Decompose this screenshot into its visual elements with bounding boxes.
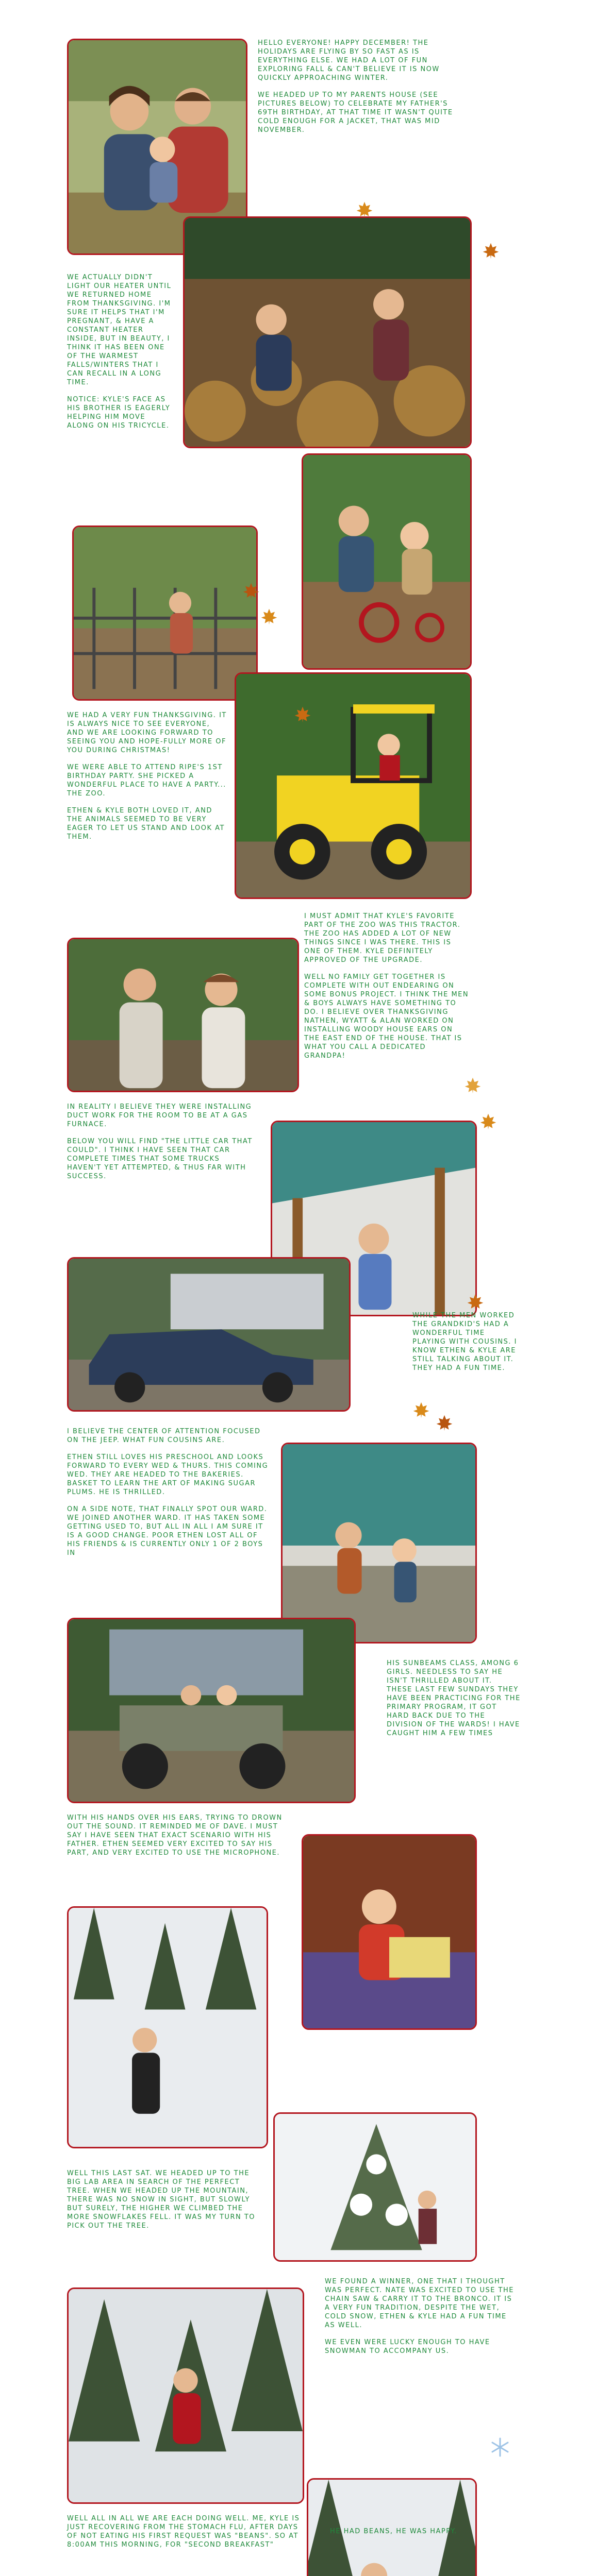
- paragraph-thanksgiving: WE HAD A VERY FUN THANKSGIVING. IT IS ALWAYS NICE TO SEE EVERYONE, AND WE ARE LOOKING FORWARD TO SEEING YOU AND HOPE-FULLY MORE OF YOU DURING CHRISTMAS!: [67, 711, 227, 754]
- photo-leaves: [183, 216, 472, 448]
- snowflake-icon: [490, 2437, 510, 2458]
- photo-boys-house: [281, 1443, 477, 1643]
- paragraph-greeting: HELLO EVERYONE! HAPPY DECEMBER! THE HOLIDAYS ARE FLYING BY SO FAST AS IS EVERYTHING ELSE. WE HAD A LOT OF FUN EXPLORING FALL & CAN'T BELIEVE IT IS NOW QUICKLY APPROACHING WINTER.: [258, 39, 440, 82]
- paragraph-flu: WELL ALL IN ALL WE ARE EACH DOING WELL. ME, KYLE IS JUST RECOVERING FROM THE STOMACH FLU, AFTER DAYS OF NOT EATING HIS FIRST REQUEST WAS "BEANS". SO AT 8:00AM THIS MORNING, FOR "SECOND BREAKFAST": [67, 2515, 300, 2549]
- paragraph-cousins: WHILE THE MEN WORKED THE GRANDKID'S HAD A WONDERFUL TIME PLAYING WITH COUSINS. I KNOW ETHEN & KYLE ARE STILL TALKING ABOUT IT. THEY HAD A FUN TIME.: [412, 1312, 517, 1372]
- photo-tricycle: [302, 453, 472, 670]
- paragraph-microphone: WITH HIS HANDS OVER HIS EARS, TRYING TO DROWN OUT THE SOUND. IT REMINDED ME OF DAVE. I MUST SAY I HAVE SEEN THAT EXACT SCENARIO WITH HIS FATHER. ETHEN SEEMED VERY EXCITED TO SAY HIS PART, AND VERY EXCITED TO USE THE MICROPHONE.: [67, 1814, 283, 1857]
- maple-leaf-icon: [412, 1401, 430, 1419]
- text-thanksgiving: [67, 711, 227, 850]
- photo-zoo-fence: [72, 526, 258, 701]
- text-cousins: [412, 1311, 521, 1381]
- text-ductwork: [67, 1103, 253, 1189]
- paragraph-zoo-animals: ETHEN & KYLE BOTH LOVED IT, AND THE ANIMALS SEEMED TO BE VERY EAGER TO LET US STAND AND LOOK AT THEM.: [67, 807, 225, 841]
- maple-leaf-icon: [294, 706, 311, 723]
- maple-leaf-icon: [356, 201, 373, 218]
- paragraph-beans: HE HAD BEANS, HE WAS HAPPY.: [330, 2528, 457, 2535]
- text-tractor: [304, 912, 469, 1069]
- text-microphone: [67, 1814, 294, 1866]
- paragraph-ward: ON A SIDE NOTE, THAT FINALLY SPOT OUR WARD. WE JOINED ANOTHER WARD. IT HAS TAKEN SOME GETTING USED TO, BUT ALL IN ALL I AM SURE IT IS A GOOD CHANGE. POOR ETHEN LOST ALL OF HIS FRIENDS & IS CURRENTLY ONLY 1 OF 2 BOYS IN: [67, 1505, 268, 1557]
- maple-leaf-icon: [260, 608, 278, 625]
- photo-tractor: [235, 672, 472, 899]
- paragraph-heater: WE ACTUALLY DIDN'T LIGHT OUR HEATER UNTIL WE RETURNED HOME FROM THANKSGIVING. I'M SURE IT HELPS THAT I'M PREGNANT, & HAVE A CONSTANT HEATER INSIDE, BUT IN BEAUTY, I THINK IT HAS BEEN ONE OF THE WARMEST FALLS/WINTERS THAT I CAN RECALL IN A LONG TIME.: [67, 274, 172, 386]
- text-flu: [67, 2514, 304, 2557]
- text-heater: [67, 273, 175, 438]
- photo-car: [67, 1257, 351, 1412]
- paragraph-zoo-party: WE WERE ABLE TO ATTEND RIPE'S 1ST BIRTHDAY PARTY. SHE PICKED A WONDERFUL PLACE TO HAVE A PARTY... THE ZOO.: [67, 764, 226, 798]
- maple-leaf-icon: [242, 582, 260, 600]
- paragraph-little-car: BELOW YOU WILL FIND "THE LITTLE CAR THAT COULD". I THINK I HAVE SEEN THAT CAR COMPLETE TIMES THAT SOME TRUCKS HAVEN'T YET ATTEMPTED, & THUS FAR WITH SUCCESS.: [67, 1138, 253, 1180]
- photo-snow-tree: [273, 2112, 477, 2262]
- maple-leaf-icon: [436, 1414, 453, 1432]
- photo-jeep: [67, 1618, 356, 1803]
- text-greeting: [258, 39, 464, 143]
- paragraph-snowman: WE EVEN WERE LUCKY ENOUGH TO HAVE SNOWMAN TO ACCOMPANY US.: [325, 2338, 490, 2355]
- paragraph-tractor: I MUST ADMIT THAT KYLE'S FAVORITE PART OF THE ZOO WAS THIS TRACTOR. THE ZOO HAS ADDED A LOT OF NEW THINGS SINCE I WAS THERE. THIS IS ONE OF THEM. KYLE DEFINITELY APPROVED OF THE UPGRADE.: [304, 912, 461, 964]
- paragraph-ductwork: IN REALITY I BELIEVE THEY WERE INSTALLING DUCT WORK FOR THE ROOM TO BE AT A GAS FURNACE.: [67, 1103, 252, 1128]
- maple-leaf-icon: [482, 242, 500, 260]
- photo-adults-talking: [67, 938, 299, 1092]
- paragraph-jeep: I BELIEVE THE CENTER OF ATTENTION FOCUSED ON THE JEEP. WHAT FUN COUSINS ARE.: [67, 1428, 261, 1444]
- paragraph-preschool: ETHEN STILL LOVES HIS PRESCHOOL AND LOOKS FORWARD TO EVERY WED & THURS. THIS COMING WED. THEY ARE HEADED TO THE BAKERIES. BASKET TO LEARN THE ART OF MAKING SUGAR PLUMS. HE IS THRILLED.: [67, 1453, 269, 1496]
- paragraph-tricycle-note: NOTICE: KYLE'S FACE AS HIS BROTHER IS EAGERLY HELPING HIM MOVE ALONG ON HIS TRICYCLE.: [67, 396, 171, 430]
- text-beans: [330, 2527, 485, 2544]
- paragraph-tree-hunt: WELL THIS LAST SAT. WE HEADED UP TO THE BIG LAB AREA IN SEARCH OF THE PERFECT TREE. WHEN WE HEADED UP THE MOUNTAIN, THERE WAS NO SNOW IN SIGHT, BUT SLOWLY BUT SURELY, THE HIGHER WE CLIMBED THE MORE SNOWFLAKES FELL. IT WAS MY TURN TO PICK OUT THE TREE.: [67, 2170, 256, 2230]
- photo-snow-walk: [67, 1906, 268, 2148]
- text-tree-winner: [325, 2277, 516, 2364]
- paragraph-projects: WELL NO FAMILY GET TOGETHER IS COMPLETE WITH OUT ENDEARING ON SOME BONUS PROJECT. I THINK THE MEN & BOYS ALWAYS HAVE SOMETHING TO DO. I BELIEVE OVER THANKSGIVING NATHEN, WYATT & ALAN WORKED ON INSTALLING WOODY HOUSE EARS ON THE EAST END OF THE HOUSE. THAT IS WHAT YOU CALL A DEDICATED GRANDPA!: [304, 973, 469, 1060]
- text-preschool: [67, 1427, 273, 1566]
- paragraph-birthday: WE HEADED UP TO MY PARENTS HOUSE (SEE PICTURES BELOW) TO CELEBRATE MY FATHER'S 69TH BIRTHDAY, AT THAT TIME IT WASN'T QUITE COLD ENOUGH FOR A JACKET, THAT WAS MID NOVEMBER.: [258, 91, 453, 134]
- paragraph-tree-winner: WE FOUND A WINNER, ONE THAT I THOUGHT WAS PERFECT. NATE WAS EXCITED TO USE THE CHAIN SAW & CARRY IT TO THE BRONCO. IT IS A VERY FUN TRADITION, DESPITE THE WET, COLD SNOW, ETHEN & KYLE HAD A FUN TIME AS WELL.: [325, 2278, 514, 2329]
- maple-leaf-icon: [464, 1077, 482, 1094]
- text-tree-hunt: [67, 2169, 263, 2239]
- photo-tree-cutting: [67, 2287, 304, 2504]
- photo-boy-book: [302, 1834, 477, 2030]
- maple-leaf-icon: [467, 1293, 484, 1311]
- maple-leaf-icon: [479, 1113, 497, 1130]
- text-sunbeams: [387, 1659, 521, 1746]
- paragraph-sunbeams: HIS SUNBEAMS CLASS, AMONG 6 GIRLS. NEEDLESS TO SAY HE ISN'T THRILLED ABOUT IT. THESE LAST FEW SUNDAYS THEY HAVE BEEN PRACTICING FOR THE PRIMARY PROGRAM, IT GOT HARD BACK DUE TO THE DIVISION OF THE WARDS! I HAVE CAUGHT HIM A FEW TIMES: [387, 1659, 521, 1737]
